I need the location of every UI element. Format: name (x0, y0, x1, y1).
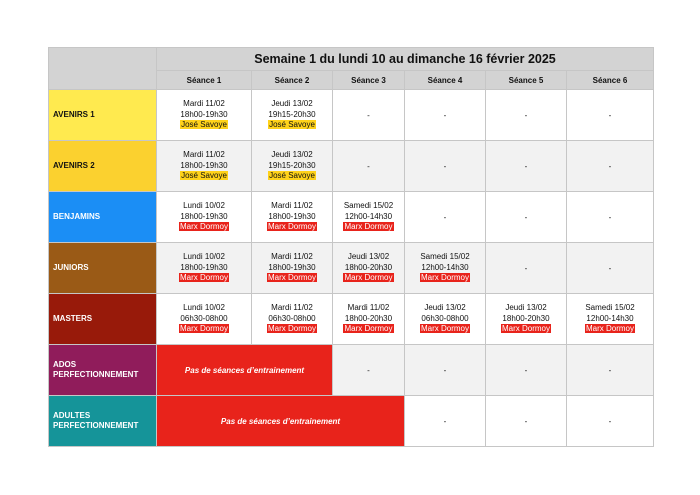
session-time: 06h30-08h00 (268, 313, 316, 323)
session-cell (157, 294, 252, 345)
group-label-avenirs-2: AVENIRS 2 (49, 141, 157, 192)
training-schedule-table (48, 47, 654, 447)
group-label-avenirs-1: AVENIRS 1 (49, 90, 157, 141)
session-cell (252, 243, 333, 294)
session-cell (157, 90, 252, 141)
empty-cell: - (567, 192, 654, 243)
title-row (49, 48, 654, 71)
session-day: Samedi 15/02 (585, 303, 635, 313)
row-juniors (49, 243, 654, 294)
session-time: 18h00-20h30 (502, 313, 550, 323)
row-adultes-perfectionnement (49, 396, 654, 447)
row-benjamins (49, 192, 654, 243)
empty-cell: - (333, 90, 405, 141)
session-time: 18h00-20h30 (344, 262, 393, 272)
session-day: Mardi 11/02 (183, 150, 225, 160)
coach-name: Marx Dormoy (179, 273, 228, 283)
session-cell (333, 294, 405, 345)
session-time: 12h00-14h30 (344, 211, 393, 221)
session-cell (252, 192, 333, 243)
session-cell (333, 243, 405, 294)
group-label-masters: MASTERS (49, 294, 157, 345)
session-cell (157, 192, 252, 243)
session-time: 18h00-19h30 (268, 211, 316, 221)
session-day: Jeudi 13/02 (505, 303, 547, 313)
session-day: Jeudi 13/02 (271, 99, 313, 109)
empty-cell: - (567, 243, 654, 294)
session-time: 18h00-19h30 (180, 211, 228, 221)
empty-cell: - (405, 345, 486, 396)
coach-name: Marx Dormoy (267, 222, 316, 232)
coach-name: Marx Dormoy (179, 222, 228, 232)
empty-cell: - (333, 141, 405, 192)
group-label-line: ADOS (53, 359, 77, 369)
session-day: Lundi 10/02 (183, 201, 225, 211)
session-time: 18h00-19h30 (180, 160, 228, 170)
coach-name: José Savoye (269, 171, 315, 181)
session-time: 12h00-14h30 (586, 313, 634, 323)
page-title: Semaine 1 du lundi 10 au dimanche 16 février 2025 (157, 48, 654, 71)
row-masters (49, 294, 654, 345)
session-cell (252, 90, 333, 141)
coach-name: Marx Dormoy (501, 324, 550, 334)
row-ados-perfectionnement (49, 345, 654, 396)
empty-cell: - (486, 141, 567, 192)
empty-cell: - (486, 90, 567, 141)
session-day: Samedi 15/02 (343, 201, 394, 211)
session-time: 18h00-19h30 (180, 109, 228, 119)
header-seance-3: Séance 3 (333, 71, 405, 90)
corner-cell (49, 48, 157, 90)
session-cell (252, 141, 333, 192)
session-cell (405, 243, 486, 294)
coach-name: José Savoye (269, 120, 315, 130)
header-seance-2: Séance 2 (252, 71, 333, 90)
header-seance-4: Séance 4 (405, 71, 486, 90)
no-sessions-note: Pas de séances d’entrainement (157, 345, 333, 396)
session-cell (252, 294, 333, 345)
empty-cell: - (405, 192, 486, 243)
empty-cell: - (405, 141, 486, 192)
coach-name: Marx Dormoy (344, 222, 393, 232)
session-time: 06h30-08h00 (421, 313, 469, 323)
session-cell (333, 192, 405, 243)
coach-name: Marx Dormoy (179, 324, 228, 334)
row-avenirs-2 (49, 141, 654, 192)
coach-name: Marx Dormoy (420, 273, 469, 283)
header-seance-1: Séance 1 (157, 71, 252, 90)
empty-cell: - (405, 396, 486, 447)
group-label-ados (49, 345, 157, 396)
session-day: Mardi 11/02 (271, 201, 313, 211)
session-day: Lundi 10/02 (183, 252, 225, 262)
group-label-juniors: JUNIORS (49, 243, 157, 294)
empty-cell: - (567, 345, 654, 396)
coach-name: Marx Dormoy (344, 273, 393, 283)
session-day: Mardi 11/02 (347, 303, 390, 313)
empty-cell: - (486, 345, 567, 396)
coach-name: Marx Dormoy (344, 324, 393, 334)
session-day: Mardi 11/02 (271, 303, 313, 313)
group-label-line: PERFECTIONNEMENT (53, 421, 139, 430)
session-time: 19h15-20h30 (268, 160, 316, 170)
coach-name: Marx Dormoy (267, 324, 316, 334)
group-label-benjamins: BENJAMINS (49, 192, 157, 243)
session-time: 18h00-19h30 (180, 262, 228, 272)
empty-cell: - (567, 141, 654, 192)
session-day: Jeudi 13/02 (424, 303, 466, 313)
coach-name: Marx Dormoy (420, 324, 469, 334)
session-time: 18h00-19h30 (268, 262, 316, 272)
empty-cell: - (486, 192, 567, 243)
session-cell (567, 294, 654, 345)
session-day: Lundi 10/02 (183, 303, 225, 313)
session-time: 18h00-20h30 (344, 313, 393, 323)
session-day: Mardi 11/02 (183, 99, 225, 109)
session-time: 19h15-20h30 (268, 109, 316, 119)
session-cell (486, 294, 567, 345)
coach-name: José Savoye (181, 171, 227, 181)
session-day: Jeudi 13/02 (347, 252, 390, 262)
header-seance-5: Séance 5 (486, 71, 567, 90)
coach-name: Marx Dormoy (267, 273, 316, 283)
session-cell (405, 294, 486, 345)
empty-cell: - (333, 345, 405, 396)
session-cell (157, 141, 252, 192)
session-time: 06h30-08h00 (180, 313, 228, 323)
group-label-line: ADULTES (53, 410, 91, 420)
group-label-line: PERFECTIONNEMENT (53, 370, 139, 379)
no-sessions-note: Pas de séances d’entrainement (157, 396, 405, 447)
empty-cell: - (486, 396, 567, 447)
coach-name: Marx Dormoy (585, 324, 634, 334)
group-label-adultes (49, 396, 157, 447)
empty-cell: - (486, 243, 567, 294)
session-day: Samedi 15/02 (420, 252, 470, 262)
row-avenirs-1 (49, 90, 654, 141)
session-cell (157, 243, 252, 294)
header-seance-6: Séance 6 (567, 71, 654, 90)
empty-cell: - (405, 90, 486, 141)
session-day: Mardi 11/02 (271, 252, 313, 262)
coach-name: José Savoye (181, 120, 227, 130)
empty-cell: - (567, 90, 654, 141)
empty-cell: - (567, 396, 654, 447)
session-day: Jeudi 13/02 (271, 150, 313, 160)
session-time: 12h00-14h30 (421, 262, 469, 272)
